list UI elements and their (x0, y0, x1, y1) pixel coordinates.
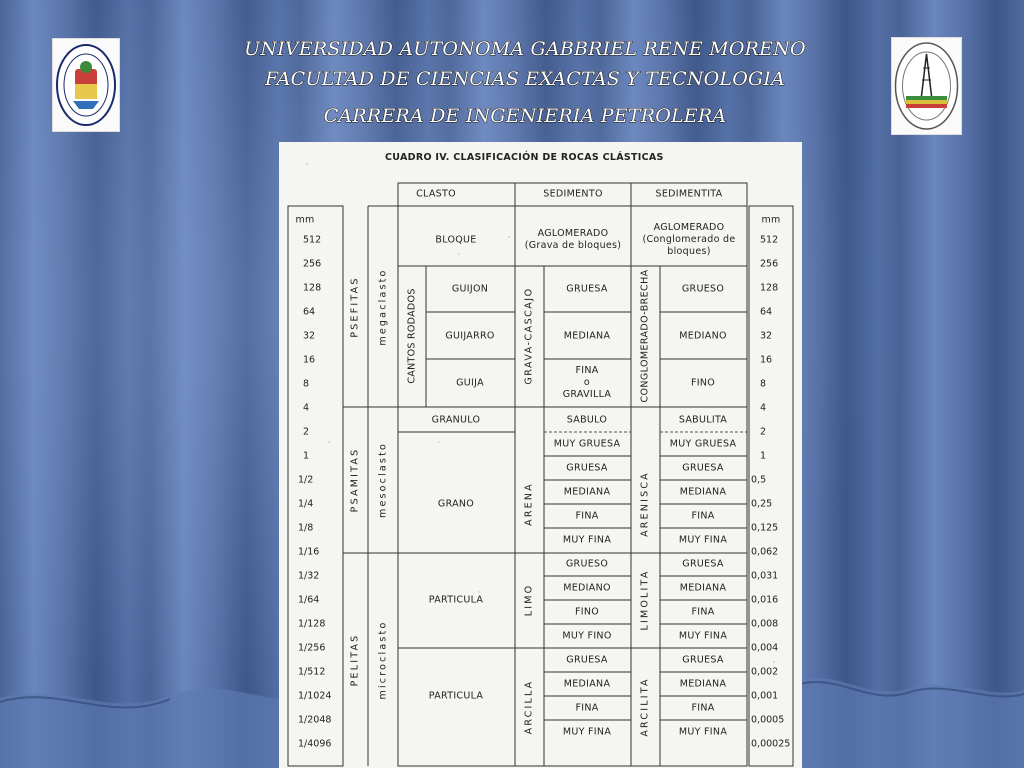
size-right-row: 0,062 (751, 546, 779, 558)
size-left-row: 64 (303, 306, 316, 318)
arcilla-grade: MUY FINA (562, 726, 612, 738)
limolita-grade: MEDIANA (679, 582, 727, 594)
size-right-row: 0,125 (751, 522, 779, 534)
size-right-row: 0,031 (751, 570, 779, 582)
arcilla-grade: FINA (575, 702, 599, 714)
university-seal-logo (52, 38, 120, 132)
group-conglomerado-brecha: CONGLOMERADO-BRECHA (639, 269, 651, 403)
size-left-row: 1/1024 (298, 690, 332, 702)
arenisca-grade: MUY GRUESA (669, 438, 737, 450)
arcilita-grade: GRUESA (682, 654, 724, 666)
university-seal-icon (53, 39, 119, 131)
size-right-row: 0,002 (751, 666, 779, 678)
size-right-row: 1 (760, 450, 767, 462)
size-right-row: 16 (760, 354, 773, 366)
title-line-faculty: FACULTAD DE CIENCIAS EXACTAS Y TECNOLOGIA (264, 68, 786, 90)
size-left-row: 1 (303, 450, 310, 462)
size-right-row: 64 (760, 306, 773, 318)
conglomerado-fino: FINO (690, 377, 716, 389)
title-line-university: UNIVERSIDAD AUTONOMA GABBRIEL RENE MORENO (244, 38, 806, 60)
limolita-grade: GRUESA (682, 558, 724, 570)
arcilita-grade: MUY FINA (678, 726, 728, 738)
size-left-row: 256 (303, 258, 322, 270)
group-arcilita: ARCILITA (639, 677, 651, 737)
grava-mediana: MEDIANA (563, 330, 611, 342)
clasto-particula-limo: PARTICULA (428, 594, 484, 606)
table-title: CUADRO IV. CLASIFICACIÓN DE ROCAS CLÁSTICAS (385, 152, 664, 163)
group-limo: LIMO (523, 583, 535, 617)
size-left-row: 1/32 (298, 570, 320, 582)
size-left-row: 4 (303, 402, 310, 414)
group-cantos-rodados: CANTOS RODADOS (406, 288, 418, 384)
size-left-row: 16 (303, 354, 316, 366)
limo-grade: GRUESO (565, 558, 609, 570)
faculty-seal-icon (892, 38, 961, 134)
scanned-classification-table (279, 142, 802, 768)
sabulo: SABULO (566, 414, 608, 426)
size-left-row: 1/256 (298, 642, 326, 654)
group-limolita: LIMOLITA (639, 569, 651, 631)
group-arena: ARENA (523, 482, 535, 526)
size-left-row: 1/2048 (298, 714, 332, 726)
arenisca-grade: GRUESA (682, 462, 724, 474)
size-right-row: 2 (760, 426, 767, 438)
size-right-row: 0,0005 (751, 714, 785, 726)
arcilita-grade: FINA (691, 702, 715, 714)
conglomerado-mediano: MEDIANO (679, 330, 727, 342)
size-right-row: 0,016 (751, 594, 779, 606)
group-megaclasto: megaclasto (377, 268, 389, 346)
header-sedimento: SEDIMENTO (543, 188, 603, 200)
size-left-row: 512 (303, 234, 322, 246)
group-psefitas: PSEFITAS (349, 276, 361, 338)
arena-grade: MEDIANA (563, 486, 611, 498)
clasto-guijarro: GUIJARRO (445, 330, 495, 342)
limolita-grade: MUY FINA (678, 630, 728, 642)
size-left-row: 1/2 (298, 474, 314, 486)
size-right-row: 8 (760, 378, 767, 390)
arenisca-grade: MUY FINA (678, 534, 728, 546)
size-right-row: 32 (760, 330, 773, 342)
size-left-row: 1/4096 (298, 738, 332, 750)
size-left-row: 2 (303, 426, 310, 438)
size-right-row: 0,001 (751, 690, 779, 702)
arena-grade: GRUESA (566, 462, 608, 474)
size-right-row: 0,00025 (751, 738, 791, 750)
group-psamitas: PSAMITAS (349, 447, 361, 513)
sedimento-aglomerado (525, 228, 622, 252)
clasto-grano: GRANO (437, 498, 475, 510)
faculty-seal-logo (891, 37, 962, 135)
size-left-row: 32 (303, 330, 316, 342)
clasto-bloque: BLOQUE (435, 234, 477, 246)
size-left-row: 1/16 (298, 546, 320, 558)
size-right-row: 4 (760, 402, 767, 414)
arcilita-grade: MEDIANA (679, 678, 727, 690)
limo-grade: MEDIANO (563, 582, 611, 594)
group-grava-cascajo: GRAVA-CASCAJO (523, 287, 535, 385)
header-sedimentita: SEDIMENTITA (655, 188, 723, 200)
size-right-row: 256 (760, 258, 779, 270)
group-mesoclasto: mesoclasto (377, 441, 389, 519)
size-right-row: 0,008 (751, 618, 779, 630)
arena-grade: MUY GRUESA (553, 438, 621, 450)
size-left-row: 128 (303, 282, 322, 294)
size-left-row: 1/512 (298, 666, 326, 678)
group-microclasto: microclasto (377, 620, 389, 700)
size-left-row: 1/64 (298, 594, 320, 606)
arena-grade: MUY FINA (562, 534, 612, 546)
group-arenisca: ARENISCA (639, 471, 651, 537)
title-line-career: CARRERA DE INGENIERIA PETROLERA (323, 105, 727, 127)
size-left-row: 8 (303, 378, 310, 390)
grava-fina-gravilla: FINA o GRAVILLA (562, 365, 612, 400)
header-mm-left: mm (295, 214, 315, 226)
arcilla-grade: GRUESA (566, 654, 608, 666)
size-left-row: 1/8 (298, 522, 314, 534)
arena-grade: FINA (575, 510, 599, 522)
clasto-guija: GUIJA (456, 377, 484, 389)
arcilla-grade: MEDIANA (563, 678, 611, 690)
group-pelitas: PELITAS (349, 633, 361, 687)
size-right-row: 0,25 (751, 498, 773, 510)
size-right-row: 0,004 (751, 642, 779, 654)
clasto-granulo: GRANULO (431, 414, 481, 426)
size-right-row: 128 (760, 282, 779, 294)
limo-grade: MUY FINO (562, 630, 612, 642)
size-left-row: 1/4 (298, 498, 314, 510)
clasto-guijon: GUIJON (451, 283, 489, 295)
size-left-row: 1/128 (298, 618, 326, 630)
header-mm-right: mm (761, 214, 781, 226)
arenisca-grade: MEDIANA (679, 486, 727, 498)
sabulita: SABULITA (678, 414, 728, 426)
sedimento-aglomerado-note: (Grava de bloques) (524, 240, 622, 251)
conglomerado-grueso: GRUESO (681, 283, 725, 295)
size-right-row: 0,5 (751, 474, 767, 486)
limo-grade: FINO (574, 606, 600, 618)
sedimento-aglomerado-label: AGLOMERADO (537, 228, 609, 239)
size-right-row: 512 (760, 234, 779, 246)
grava-gruesa: GRUESA (566, 283, 608, 295)
arenisca-grade: FINA (691, 510, 715, 522)
sedimentita-aglomerado: AGLOMERADO (Conglomerado de bloques) (642, 222, 736, 257)
limolita-grade: FINA (691, 606, 715, 618)
group-arcilla: ARCILLA (523, 679, 535, 735)
clasto-particula-arcilla: PARTICULA (428, 690, 484, 702)
header-clasto: CLASTO (416, 188, 456, 200)
